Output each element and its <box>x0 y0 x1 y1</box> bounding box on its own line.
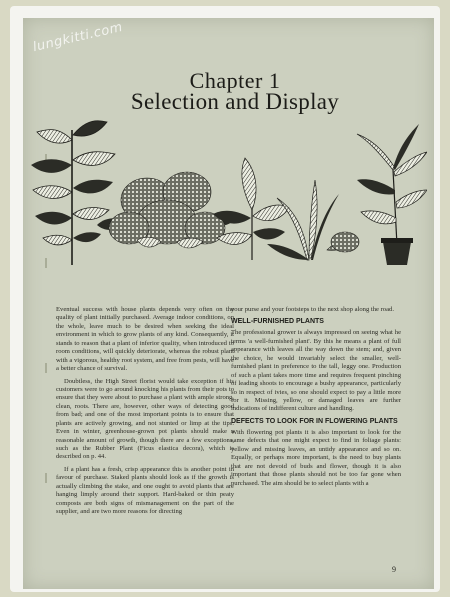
page-number: 9 <box>392 565 396 574</box>
binding-stitch <box>45 363 47 373</box>
paragraph: The professional grower is always impressed on seeing what he terms 'a well-furnished plant'. By this he means a plant of full appearance with leaves all the way down the stem; and, given the choice, he would invariably select the smaller, well-furnished plant in preference to the tall, leggy one. Production of such a plant takes more time and requires frequent pinching of leading shoots to encourage a bushy appearance, particularly so in respect of ivies, so one should expect to pay a little more for it. Missing, yellow, or damaged leaves are further indications of indifferent culture and handling. <box>231 329 401 413</box>
text-column-right <box>231 306 401 492</box>
plant-spiky <box>267 180 359 260</box>
chapter-title: Selection and Display <box>130 89 340 114</box>
section-heading: DEFECTS TO LOOK FOR IN FLOWERING PLANTS <box>231 417 398 425</box>
paragraph: With flowering pot plants it is also important to look for the same defects that one might expect to find in foliage plants: yellow and missing leaves, an untidy appearance and so on. Equally, or perhaps more important, is the need to buy plants that are not devoid of buds and flower, though it is also important that those plants should not be too far gone when purchased. The aim should be to select plants with a <box>231 428 401 487</box>
chapter-label: Chapter 1 <box>189 68 281 93</box>
paragraph: Doubtless, the High Street florist would take exception if his customers were to go around knocking his plants from their pots to ensure that they were about to purchase a plant with ample strong, clean, roots. There are, however, other ways of detecting good from bad; and one of the most important points is to ensure that plants are actively growing, and not stunted or limp at the tips. Even in winter, greenhouse-grown pot plants should make a reasonable amount of growth, though there are a few exceptions, such as the Rubber Plant (Ficus elastica decora), which is described on p. 44. <box>56 377 234 461</box>
text-column-left <box>56 306 234 521</box>
paragraph: your purse and your footsteps to the next shop along the road. <box>231 306 394 313</box>
paragraph: Eventual success with house plants depends very often on the quality of plant initially purchased. Average indoor conditions, on the whole, leave much to be desired when seeking the ideal environment in which to grow plants of any kind. Consequently, it stands to reason that a plant of inferior quality, when introduced to room conditions, will quickly deteriorate, whereas the robust plant with a vigorous, healthy root system, and free from pests, will have a better chance of survival. <box>56 306 234 373</box>
paragraph: If a plant has a fresh, crisp appearance this is another point in favour of purchase. Staked plants should look as if the growth is actually climbing the stake, and one ought to avoid plants that are hanging limply around their support. Hard-baked or thin peaty composts are both signs of mismanagement on the part of the supplier, and are two more reasons for directing <box>56 465 234 516</box>
watermark: lungkitti.com <box>31 19 125 56</box>
plant-hydrangea <box>97 172 237 248</box>
section-heading: WELL-FURNISHED PLANTS <box>231 318 324 326</box>
plant-rubber <box>31 121 115 265</box>
plants-illustration <box>27 110 427 270</box>
plant-croton <box>213 158 289 260</box>
binding-stitch <box>45 473 47 483</box>
plant-dracaena <box>357 124 427 265</box>
